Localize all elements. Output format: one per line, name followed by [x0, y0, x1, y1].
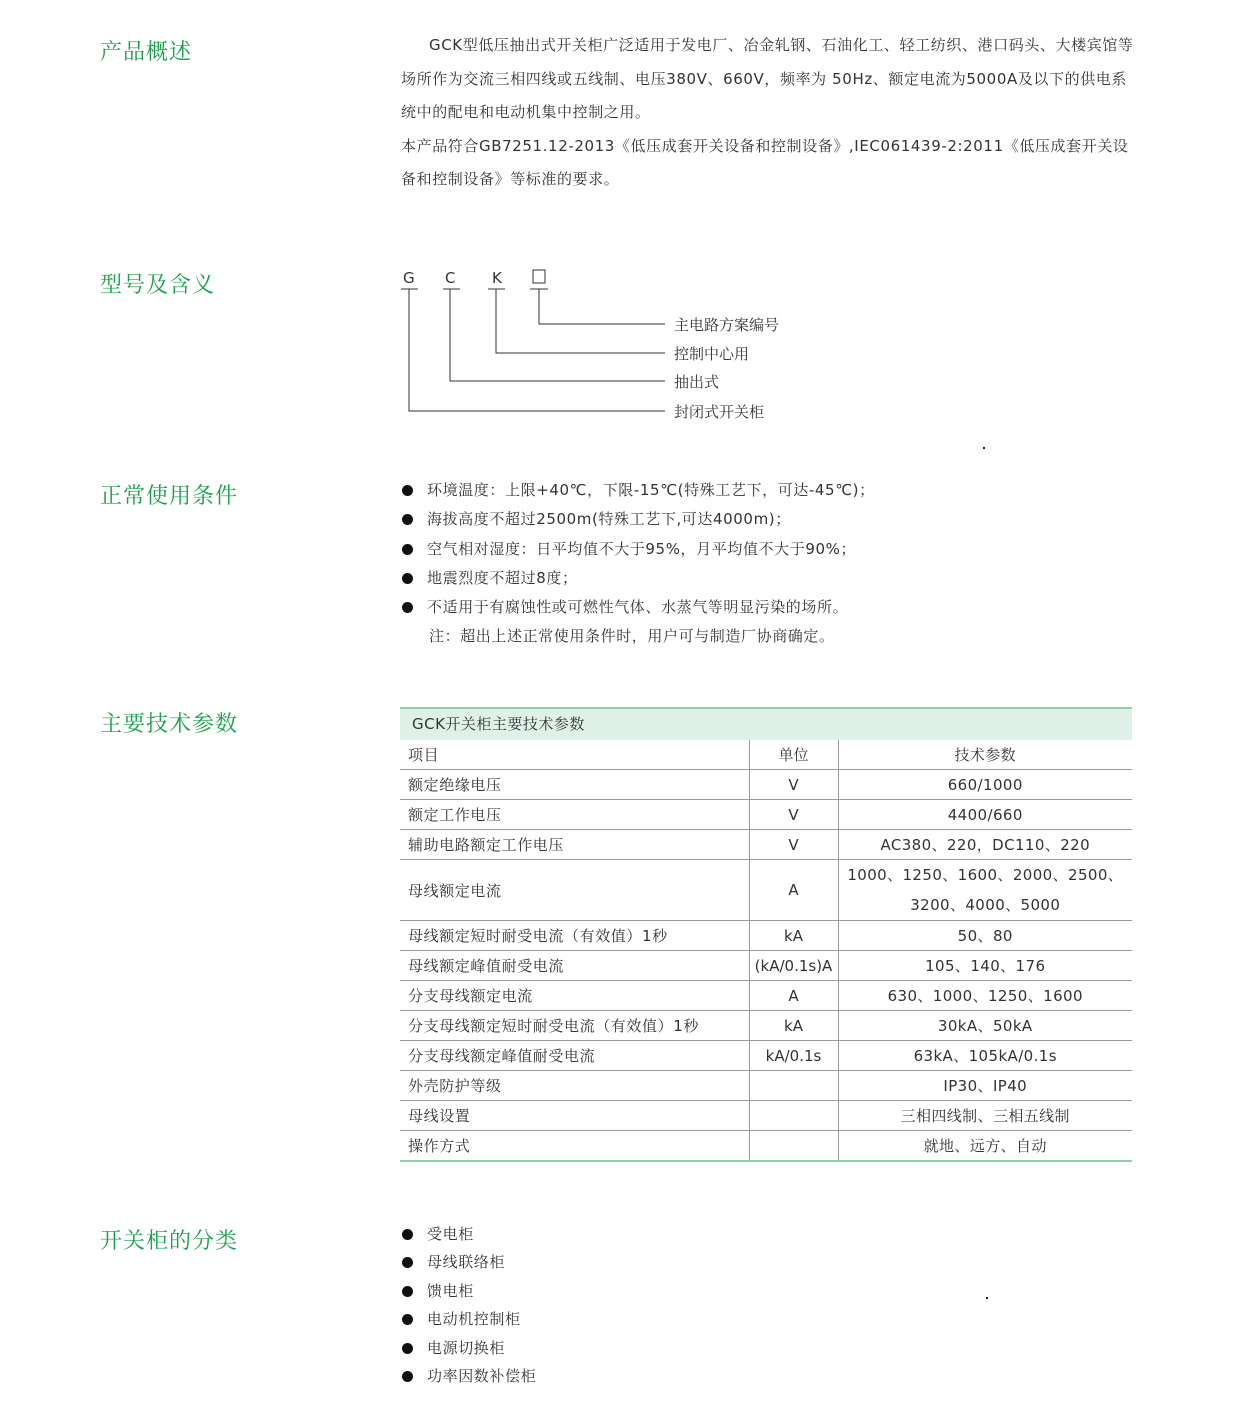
table-cell-value: 660/1000 — [838, 770, 1132, 800]
model-heading: 型号及含义 — [100, 273, 216, 298]
list-item: 地震烈度不超过8度； — [401, 564, 875, 593]
overview-text — [401, 29, 1136, 197]
list-item: 电动机控制柜 — [401, 1305, 536, 1333]
table-title: GCK开关柜主要技术参数 — [400, 707, 1132, 740]
model-letter-k: K — [492, 269, 502, 287]
bullet-icon — [402, 1314, 413, 1325]
model-letter-g: G — [403, 269, 415, 287]
table-row — [400, 1101, 1132, 1131]
model-connector-lines — [401, 289, 665, 411]
table-row — [400, 981, 1132, 1011]
conditions-heading: 正常使用条件 — [100, 484, 239, 509]
overview-paragraph-2: 本产品符合GB7251.12-2013《低压成套开关设备和控制设备》,IEC061439-2:2011《低压成套开关设备和控制设备》等标准的要求。 — [401, 136, 1129, 189]
list-item: 受电柜 — [401, 1220, 536, 1248]
table-row — [400, 830, 1132, 860]
model-meaning-enclosed: 封闭式开关柜 — [674, 403, 765, 421]
table-cell-item: 分支母线额定峰值耐受电流 — [400, 1041, 749, 1071]
column-header-item: 项目 — [400, 740, 749, 770]
table-row — [400, 800, 1132, 830]
model-placeholder-box — [533, 270, 545, 283]
spec-table — [400, 707, 1132, 1162]
conditions-list — [401, 476, 875, 652]
table-row — [400, 951, 1132, 981]
table-cell-unit: kA — [749, 921, 838, 951]
bullet-icon — [402, 514, 413, 525]
column-header-unit: 单位 — [749, 740, 838, 770]
table-row — [400, 1131, 1132, 1162]
model-letter-c: C — [445, 269, 456, 287]
table-cell-value: IP30、IP40 — [838, 1071, 1132, 1101]
table-row — [400, 1041, 1132, 1071]
model-meaning-drawout: 抽出式 — [674, 373, 720, 391]
table-cell-unit: V — [749, 770, 838, 800]
stray-dot — [986, 1297, 988, 1299]
table-cell-item: 母线额定峰值耐受电流 — [400, 951, 749, 981]
overview-heading: 产品概述 — [100, 40, 193, 65]
table-cell-value: AC380、220，DC110、220 — [838, 830, 1132, 860]
table-cell-unit: A — [749, 860, 838, 921]
table-cell-item: 额定工作电压 — [400, 800, 749, 830]
table-cell-value: 4400/660 — [838, 800, 1132, 830]
overview-paragraph-1: GCK型低压抽出式开关柜广泛适用于发电厂、冶金轧钢、石油化工、轻工纺织、港口码头、大楼宾馆等场所作为交流三相四线或五线制、电压380V、660V，频率为 50Hz、额定电流为5000A及以下的供电系统中的配电和电动机集中控制之用。 — [401, 36, 1134, 122]
table-cell-unit: V — [749, 800, 838, 830]
table-cell-unit — [749, 1071, 838, 1101]
table-row — [400, 770, 1132, 800]
table-cell-unit — [749, 1131, 838, 1162]
bullet-icon — [402, 1257, 413, 1268]
table-cell-item: 外壳防护等级 — [400, 1071, 749, 1101]
table-row — [400, 1011, 1132, 1041]
table-cell-item: 辅助电路额定工作电压 — [400, 830, 749, 860]
classification-list — [401, 1220, 536, 1390]
table-cell-unit: (kA/0.1s)A — [749, 951, 838, 981]
table-row — [400, 860, 1132, 921]
specs-heading: 主要技术参数 — [100, 712, 239, 737]
bullet-icon — [402, 1286, 413, 1297]
list-item: 功率因数补偿柜 — [401, 1362, 536, 1390]
table-cell-value: 50、80 — [838, 921, 1132, 951]
model-meaning-scheme: 主电路方案编号 — [674, 316, 780, 334]
table-cell-item: 母线额定短时耐受电流（有效值）1秒 — [400, 921, 749, 951]
table-cell-value: 30kA、50kA — [838, 1011, 1132, 1041]
table-cell-unit: kA/0.1s — [749, 1041, 838, 1071]
table-cell-item: 操作方式 — [400, 1131, 749, 1162]
table-cell-value: 63kA、105kA/0.1s — [838, 1041, 1132, 1071]
table-cell-item: 母线设置 — [400, 1101, 749, 1131]
table-cell-value: 就地、远方、自动 — [838, 1131, 1132, 1162]
table-cell-item: 分支母线额定电流 — [400, 981, 749, 1011]
bullet-icon — [402, 602, 413, 613]
list-item: 空气相对湿度：日平均值不大于95%，月平均值不大于90%； — [401, 535, 875, 564]
table-cell-unit: V — [749, 830, 838, 860]
table-row — [400, 1071, 1132, 1101]
bullet-icon — [402, 544, 413, 555]
conditions-note: 注：超出上述正常使用条件时，用户可与制造厂协商确定。 — [429, 627, 835, 646]
list-item: 母线联络柜 — [401, 1248, 536, 1276]
model-meaning-control: 控制中心用 — [674, 345, 750, 363]
bullet-icon — [402, 1371, 413, 1382]
table-cell-unit: A — [749, 981, 838, 1011]
list-item: 电源切换柜 — [401, 1334, 536, 1362]
table-cell-value: 630、1000、1250、1600 — [838, 981, 1132, 1011]
table-cell-value: 三相四线制、三相五线制 — [838, 1101, 1132, 1131]
list-item: 环境温度：上限+40℃，下限-15℃(特殊工艺下，可达-45℃)； — [401, 476, 875, 505]
bullet-icon — [402, 1229, 413, 1240]
table-cell-value: 105、140、176 — [838, 951, 1132, 981]
table-row — [400, 921, 1132, 951]
table-cell-unit — [749, 1101, 838, 1131]
table-cell-value: 1000、1250、1600、2000、2500、3200、4000、5000 — [838, 860, 1132, 921]
list-item: 海拔高度不超过2500m(特殊工艺下,可达4000m)； — [401, 505, 875, 534]
bullet-icon — [402, 573, 413, 584]
table-cell-item: 分支母线额定短时耐受电流（有效值）1秒 — [400, 1011, 749, 1041]
table-header-row — [400, 740, 1132, 770]
bullet-icon — [402, 485, 413, 496]
list-item: 不适用于有腐蚀性或可燃性气体、水蒸气等明显污染的场所。 — [401, 593, 875, 622]
classification-heading: 开关柜的分类 — [100, 1229, 239, 1254]
column-header-value: 技术参数 — [838, 740, 1132, 770]
table-cell-item: 母线额定电流 — [400, 860, 749, 921]
model-diagram — [395, 262, 815, 427]
stray-dot — [983, 447, 985, 449]
list-item: 馈电柜 — [401, 1277, 536, 1305]
table-cell-item: 额定绝缘电压 — [400, 770, 749, 800]
spec-table-grid — [400, 740, 1132, 1162]
bullet-icon — [402, 1343, 413, 1354]
table-cell-unit: kA — [749, 1011, 838, 1041]
